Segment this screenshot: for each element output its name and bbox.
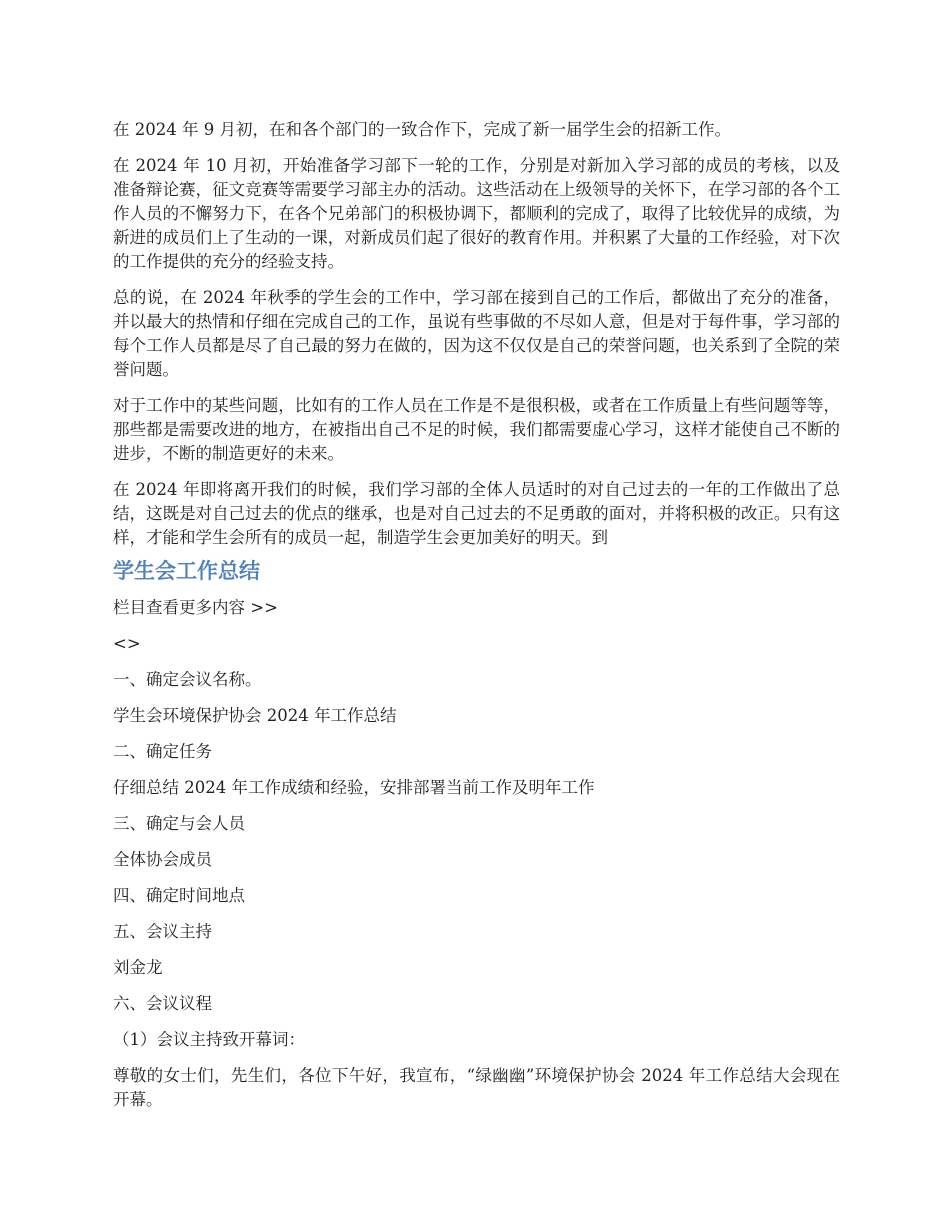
list-item: 一、确定会议名称。 [113, 670, 262, 689]
list-item: 四、确定时间地点 [113, 886, 245, 905]
paragraph-problems: 对于工作中的某些问题，比如有的工作人员在工作是不是很积极，或者在工作质量上有些问题等等，那些都是需要改进的地方，在被指出自己不足的时候，我们都需要虚心学习，这样才能使自己不断的进步，不断的制造更好的未来。 [113, 396, 840, 463]
list-item: 仔细总结 2024 年工作成绩和经验，安排部署当前工作及明年工作 [113, 778, 595, 797]
list-item: 三、确定与会人员 [113, 814, 245, 833]
list-item: 二、确定任务 [113, 742, 212, 761]
list-item: <> [113, 634, 141, 653]
list-item: （1）会议主持致开幕词： [113, 1030, 305, 1049]
paragraph-recruitment: 在 2024 年 9 月初，在和各个部门的一致合作下，完成了新一届学生会的招新工作。 [113, 120, 731, 139]
paragraph-year-end: 在 2024 年即将离开我们的时候，我们学习部的全体人员适时的对自己过去的一年的工作做出了总结，这既是对自己过去的优点的继承，也是对自己过去的不足勇敢的面对，并将积极的改正。只有这样，才能和学生会所有的成员一起，制造学生会更加美好的明天。到 [113, 480, 840, 547]
more-content-link[interactable]: 栏目查看更多内容 >> [113, 598, 278, 617]
list-item: 尊敬的女士们，先生们，各位下午好，我宣布，“绿幽幽”环境保护协会 2024 年工作总结大会现在开幕。 [113, 1066, 840, 1109]
list-item: 全体协会成员 [113, 850, 212, 869]
list-item: 学生会环境保护协会 2024 年工作总结 [113, 706, 397, 725]
list-item: 刘金龙 [113, 958, 163, 977]
list-item: 五、会议主持 [113, 922, 212, 941]
truncated-paragraph-container [113, 478, 840, 550]
document-page [113, 118, 840, 1124]
section-title: 学生会工作总结 [113, 559, 260, 583]
list-item: 六、会议议程 [113, 994, 212, 1013]
paragraph-october-work: 在 2024 年 10 月初，开始准备学习部下一轮的工作，分别是对新加入学习部的成员的考核，以及准备辩论赛，征文竞赛等需要学习部主办的活动。这些活动在上级领导的关怀下，在学习部的各个工作人员的不懈努力下，在各个兄弟部门的积极协调下，都顺利的完成了，取得了比较优异的成绩，为新进的成员们上了生动的一课，对新成员们起了很好的教育作用。并积累了大量的工作经验，对下次的工作提供的充分的经验支持。 [113, 156, 840, 271]
paragraph-autumn-summary: 总的说，在 2024 年秋季的学生会的工作中，学习部在接到自己的工作后，都做出了充分的准备，并以最大的热情和仔细在完成自己的工作，虽说有些事做的不尽如人意，但是对于每件事，学习部的每个工作人员都是尽了自己最的努力在做的，因为这不仅仅是自己的荣誉问题，也关系到了全院的荣誉问题。 [113, 288, 840, 379]
